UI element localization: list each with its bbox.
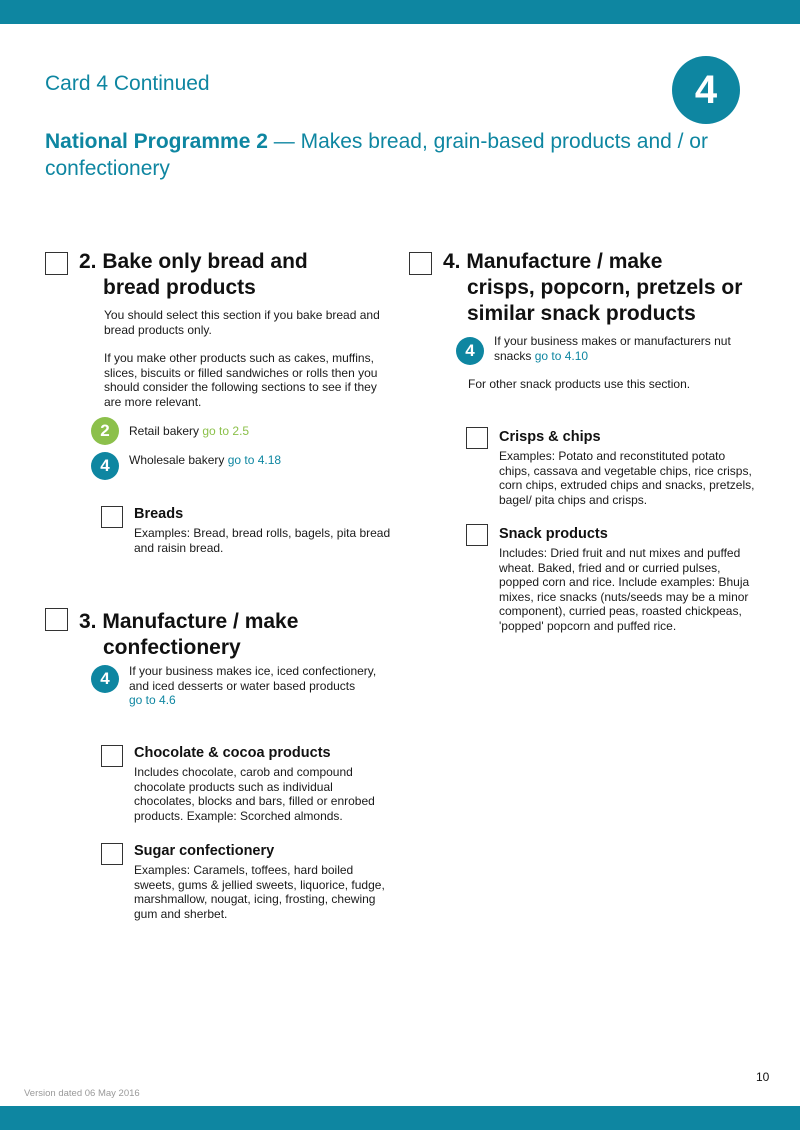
sugar-checkbox[interactable] bbox=[101, 843, 123, 865]
chocolate-checkbox[interactable] bbox=[101, 745, 123, 767]
breads-title: Breads bbox=[134, 506, 184, 522]
route-wholesale-bakery bbox=[91, 452, 281, 480]
card-title: Card 4 Continued bbox=[45, 72, 210, 95]
route-iced-confectionery bbox=[91, 664, 389, 708]
section-4-checkbox[interactable] bbox=[409, 252, 432, 275]
sugar-description: Examples: Caramels, toffees, hard boiled sweets, gums & jellied sweets, liquorice, fudge, marshmallow, nougat, icing, frosting, chewing gum and sherbet. bbox=[134, 863, 385, 921]
section-4-title-line1: 4. Manufacture / make bbox=[443, 250, 663, 273]
route-retail-bakery bbox=[91, 417, 249, 445]
card-4-badge: 4 bbox=[91, 665, 119, 693]
section-3 bbox=[45, 608, 390, 658]
section-4-title-line2: crisps, popcorn, pretzels or bbox=[467, 276, 743, 299]
page-number: 10 bbox=[756, 1070, 770, 1084]
crisps-checkbox[interactable] bbox=[466, 427, 488, 449]
section-4-other-note: For other snack products use this section. bbox=[468, 377, 691, 391]
sub-snack-products bbox=[466, 524, 766, 634]
crisps-description: Examples: Potato and reconstituted potato chips, cassava and vegetable chips, rice crisps, corn chips, extruded chips and snacks, pretzels, bagel/ pita chips and crisps. bbox=[499, 449, 755, 507]
card-2-badge: 2 bbox=[91, 417, 119, 445]
sub-chocolate-cocoa bbox=[101, 745, 401, 825]
goto-2-5-link[interactable]: go to 2.5 bbox=[202, 424, 250, 438]
route-wholesale-text: Wholesale bakery bbox=[129, 453, 228, 467]
breads-description: Examples: Bread, bread rolls, bagels, pita bread and raisin bread. bbox=[134, 526, 391, 555]
section-2 bbox=[45, 250, 390, 299]
version-date: Version dated 06 May 2016 bbox=[24, 1088, 140, 1099]
card-number-badge: 4 bbox=[672, 56, 740, 124]
snack-description: Includes: Dried fruit and nut mixes and puffed wheat. Baked, fried and or curried pulses, popped corn and rice. Include examples: Bhuja mixes, rice snacks (nuts/seeds may be a minor component), curried peas, roasted chickpeas, 'popped' popcorn and puffed rice. bbox=[499, 546, 750, 633]
sub-sugar-confectionery bbox=[101, 843, 401, 923]
section-2-title-line2: bread products bbox=[103, 276, 256, 299]
sugar-title: Sugar confectionery bbox=[134, 843, 275, 859]
programme-description: — Makes bread, grain-based products and / or confectionery bbox=[45, 130, 708, 180]
section-3-title-line2: confectionery bbox=[103, 636, 241, 659]
section-3-checkbox[interactable] bbox=[45, 608, 68, 631]
section-4 bbox=[409, 252, 769, 332]
route-nut-text: If your business makes or manufacturers nut snacks bbox=[494, 334, 731, 363]
section-2-checkbox[interactable] bbox=[45, 252, 68, 275]
programme-name: National Programme 2 bbox=[45, 130, 268, 153]
section-3-title bbox=[79, 609, 298, 661]
section-2-title-line1: 2. Bake only bread and bbox=[79, 250, 308, 273]
route-nut-snacks bbox=[456, 334, 754, 365]
section-2-intro: You should select this section if you bake bread and bread products only. bbox=[104, 308, 380, 337]
snack-title: Snack products bbox=[499, 526, 608, 542]
section-3-title-line1: 3. Manufacture / make bbox=[79, 610, 299, 633]
breads-checkbox[interactable] bbox=[101, 506, 123, 528]
section-4-title bbox=[443, 249, 742, 327]
goto-4-6-link[interactable]: go to 4.6 bbox=[129, 693, 176, 708]
section-2-title bbox=[79, 249, 308, 301]
sub-breads bbox=[101, 506, 401, 566]
chocolate-description: Includes chocolate, carob and compound chocolate products such as individual chocolates, blocks and bars, filled or enrobed products. Example: Scorched almonds. bbox=[134, 765, 375, 823]
goto-4-18-link[interactable]: go to 4.18 bbox=[227, 453, 282, 467]
route-retail-text: Retail bakery bbox=[129, 424, 203, 438]
card-4-badge: 4 bbox=[91, 452, 119, 480]
section-2-note: If you make other products such as cakes, muffins, slices, biscuits or filled sandwiches or rolls then you should consider the following sections to see if they are more relevant. bbox=[104, 351, 378, 409]
route-iced-text: If your business makes ice, iced confectionery, and iced desserts or water based products bbox=[129, 664, 377, 693]
card-4-badge: 4 bbox=[456, 337, 484, 365]
sub-crisps-chips bbox=[466, 427, 766, 507]
chocolate-title: Chocolate & cocoa products bbox=[134, 745, 331, 761]
bottom-banner bbox=[0, 1106, 800, 1130]
programme-heading bbox=[45, 128, 755, 182]
goto-4-10-link[interactable]: go to 4.10 bbox=[534, 348, 589, 363]
top-banner bbox=[0, 0, 800, 24]
snack-checkbox[interactable] bbox=[466, 524, 488, 546]
crisps-title: Crisps & chips bbox=[499, 429, 601, 445]
section-4-title-line3: similar snack products bbox=[467, 302, 696, 325]
